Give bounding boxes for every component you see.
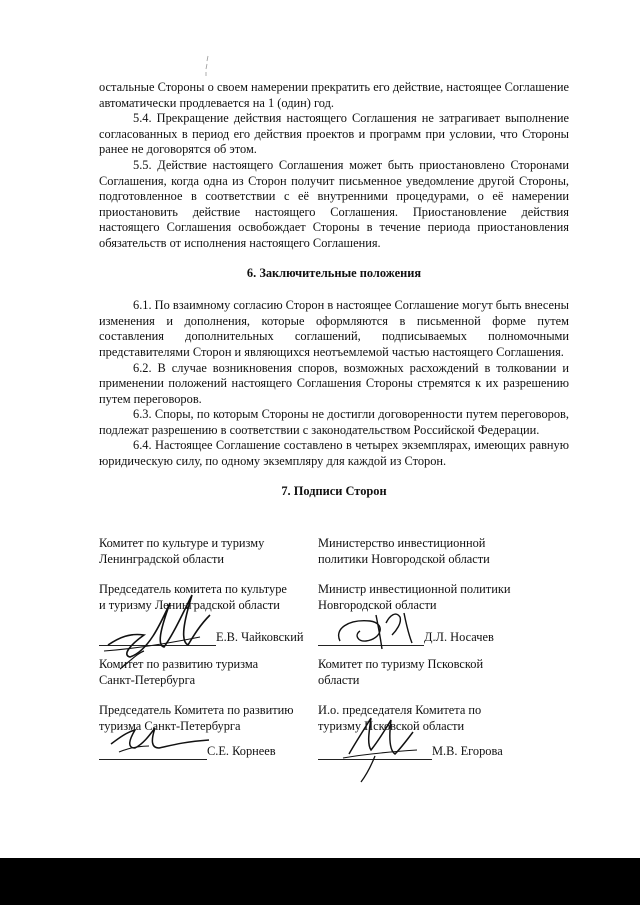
signatory-leningrad-name: Е.В. Чайковский xyxy=(216,630,304,644)
section-6-heading: 6. Заключительные положения xyxy=(246,265,422,280)
paragraph-6-4: 6.4. Настоящее Соглашение составлено в четырех экземплярах, имеющих равную юридическую силу, по одному экземпляру для каждой из Сторон. xyxy=(99,438,569,469)
paragraph-6-3: 6.3. Споры, по которым Стороны не достигли договоренности путем переговоров, подлежат разрешению в соответствии с законодательством Российской Федерации. xyxy=(99,407,569,437)
title-line: И.о. председателя Комитета по xyxy=(318,703,482,717)
org-line: Комитет по туризму Псковской xyxy=(318,657,484,671)
title-line: Председатель Комитета по развитию xyxy=(99,703,294,717)
signatory-spb-name: С.Е. Корнеев xyxy=(207,744,276,758)
paragraph-5-5: 5.5. Действие настоящего Соглашения может быть приостановлено Сторонами Соглашения, когда одна из Сторон получит письменное уведомление другой Стороны, подготовленное в соответствии с её внутренними процедурами, о её намерении приостановить действие настоящего Соглашения. Приостановление действия настоящего Соглашения освобождает Стороны в течение периода приостановления обязательств от исполнения настоящего Соглашения. xyxy=(99,157,569,250)
paragraph-5-4: 5.4. Прекращение действия настоящего Соглашения не затрагивает выполнение согласованных в период его действия проектов и программ при условии, что Стороны ранее не договорятся об этом. xyxy=(99,111,569,157)
scan-mark xyxy=(204,55,210,77)
paragraph-5-3-continuation: остальные Стороны о своем намерении прекратить его действие, настоящее Соглашение автоматически продлевается на 1 (один) год. xyxy=(99,80,569,110)
scan-border-bar xyxy=(0,858,640,905)
handwritten-signature xyxy=(330,605,430,655)
title-line: туризму Псковской области xyxy=(318,718,465,733)
section-7-heading: 7. Подписи Сторон xyxy=(281,483,387,498)
org-line: Ленинградской области xyxy=(99,551,225,566)
title-line: Новгородской области xyxy=(318,597,437,612)
signatory-novgorod-name: Д.Л. Носачев xyxy=(424,630,494,644)
signatory-novgorod-org xyxy=(318,536,533,567)
title-line: и туризму Ленинградской области xyxy=(99,597,280,612)
signatory-spb-org xyxy=(99,657,314,688)
org-line: политики Новгородской области xyxy=(318,551,490,566)
handwritten-signature xyxy=(105,718,215,763)
handwritten-signature xyxy=(335,710,425,785)
document-body xyxy=(99,80,569,516)
org-line: Министерство инвестиционной xyxy=(318,536,486,550)
paragraph-6-2: 6.2. В случае возникновения споров, возможных расхождений в толковании и применении положений настоящего Соглашения Стороны стремятся к их разрешению путем переговоров. xyxy=(99,360,569,406)
org-line: Комитет по культуре и туризму xyxy=(99,536,265,550)
title-line: Председатель комитета по культуре xyxy=(99,582,287,596)
signatory-leningrad-org xyxy=(99,536,314,567)
paragraph-6-1: 6.1. По взаимному согласию Сторон в настоящее Соглашение могут быть внесены изменения и дополнения, которые оформляются в письменной форме путем составления дополнительных соглашений, подписываемых полномочными представителями Сторон и являющихся неотъемлемой частью настоящего Соглашения. xyxy=(99,298,569,359)
org-line: области xyxy=(318,672,360,687)
org-line: Комитет по развитию туризма xyxy=(99,657,259,671)
signatory-pskov-org xyxy=(318,657,533,688)
signatory-pskov-name: М.В. Егорова xyxy=(432,744,503,758)
org-line: Санкт-Петербурга xyxy=(99,672,196,687)
title-line: туризма Санкт-Петербурга xyxy=(99,718,241,733)
title-line: Министр инвестиционной политики xyxy=(318,582,511,596)
